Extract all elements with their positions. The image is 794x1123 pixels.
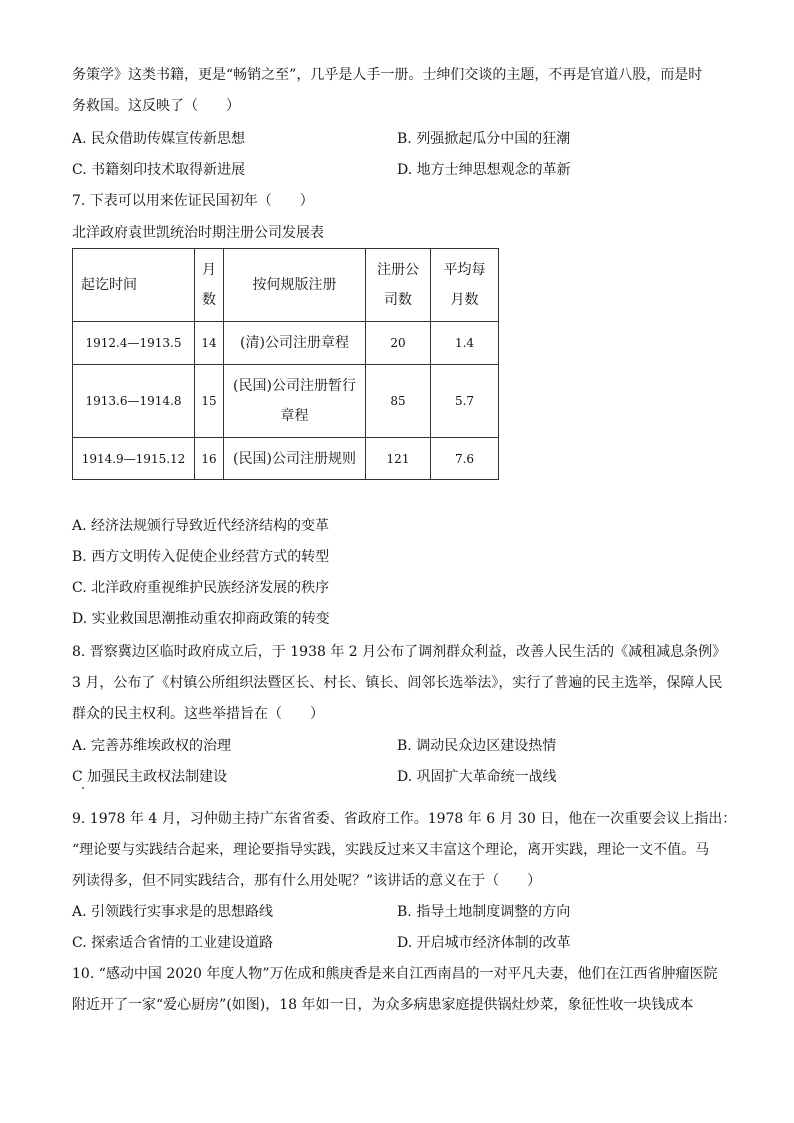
cell-count: 121 [366, 438, 431, 480]
q7-option-b[interactable]: B. 西方文明传入促使企业经营方式的转型 [72, 549, 330, 565]
cell-period: 1912.4—1913.5 [73, 322, 195, 365]
cell-months: 15 [195, 365, 224, 438]
q10-stem-line-1: 10. “感动中国 2020 年度人物”万佐成和熊庚香是来自江西南昌的一对平凡夫妻，他们在江西省肿瘤医院 [72, 966, 718, 982]
q9-stem-line-2: “理论要与实践结合起来，理论要指导实践，实践反过来又丰富这个理论，离开实践，理论一文不值。马 [72, 842, 710, 858]
cell-rule [224, 365, 366, 438]
registration-table [72, 248, 499, 480]
header-avg-line-1: 平均每 [443, 262, 486, 278]
cell-months: 14 [195, 322, 224, 365]
cell-rule-line-1: (民国)公司注册暂行 [233, 378, 356, 394]
q8-stem-line-3: 群众的民主权利。这些举措旨在（ ） [72, 706, 324, 722]
q8-stem-line-2: 3 月，公布了《村镇公所组织法暨区长、村长、镇长、闾邻长选举法》，实行了普遍的民主选举，保障人民 [72, 675, 723, 691]
cell-count: 20 [366, 322, 431, 365]
q6-stem-line-2: 务救国。这反映了（ ） [72, 98, 240, 114]
cell-rule-line-2: 章程 [280, 408, 309, 424]
header-avg [431, 249, 499, 322]
cell-rule: (民国)公司注册规则 [224, 438, 366, 480]
q9-option-c[interactable]: C. 探索适合省情的工业建设道路 [72, 935, 274, 951]
q7-table-title: 北洋政府袁世凯统治时期注册公司发展表 [72, 225, 324, 241]
header-count-line-2: 司数 [384, 292, 412, 308]
header-rule: 按何规版注册 [224, 249, 366, 322]
q7-option-a[interactable]: A. 经济法规颁行导致近代经济结构的变革 [72, 518, 330, 534]
q7-option-d[interactable]: D. 实业救国思潮推动重农抑商政策的转变 [72, 611, 330, 627]
q8-option-c[interactable]: C 加强民主政权法制建设 [72, 769, 228, 785]
q8-option-a[interactable]: A. 完善苏维埃政权的治理 [72, 738, 232, 754]
header-months [195, 249, 224, 322]
table-row [73, 365, 499, 438]
q10-stem-line-2: 附近开了一家“爱心厨房”(如图)，18 年如一日，为众多病患家庭提供锅灶炒菜，象征性收一块钱成本 [72, 997, 694, 1013]
table-row [73, 438, 499, 480]
q6-option-c[interactable]: C. 书籍刻印技术取得新进展 [72, 162, 246, 178]
cell-months: 16 [195, 438, 224, 480]
cell-period: 1913.6—1914.8 [73, 365, 195, 438]
q7-option-c[interactable]: C. 北洋政府重视维护民族经济发展的秩序 [72, 580, 330, 596]
q6-option-b[interactable]: B. 列强掀起瓜分中国的狂潮 [397, 131, 571, 147]
q6-option-d[interactable]: D. 地方士绅思想观念的革新 [397, 162, 571, 178]
q9-option-a[interactable]: A. 引领践行实事求是的思想路线 [72, 904, 274, 920]
cell-period: 1914.9—1915.12 [73, 438, 195, 480]
cell-avg: 7.6 [431, 438, 499, 480]
header-period: 起讫时间 [73, 249, 195, 322]
q9-stem-line-1: 9. 1978 年 4 月，习仲勋主持广东省省委、省政府工作。1978 年 6 月 30 日，他在一次重要会议上指出： [72, 811, 737, 827]
q8-option-b[interactable]: B. 调动民众边区建设热情 [397, 738, 557, 754]
stray-dot [82, 787, 84, 789]
header-avg-line-2: 月数 [450, 292, 479, 308]
header-count-line-1: 注册公 [377, 262, 419, 278]
q6-option-a[interactable]: A. 民众借助传媒宣传新思想 [72, 131, 246, 147]
cell-avg: 1.4 [431, 322, 499, 365]
q9-option-d[interactable]: D. 开启城市经济体制的改革 [397, 935, 571, 951]
q6-stem-line-1: 务策学》这类书籍，更是“畅销之至”，几乎是人手一册。士绅们交谈的主题，不再是官道八股，而是时 [72, 67, 703, 83]
q8-stem-line-1: 8. 晋察冀边区临时政府成立后，于 1938 年 2 月公布了调剂群众利益，改善人民生活的《减租减息条例》 [72, 644, 727, 660]
header-months-line-1: 月 [202, 262, 216, 278]
header-months-line-2: 数 [202, 292, 216, 308]
table-header-row [73, 249, 499, 322]
q7-stem: 7. 下表可以用来佐证民国初年（ ） [72, 193, 314, 209]
table-row [73, 322, 499, 365]
header-count [366, 249, 431, 322]
q9-stem-line-3: 列读得多，但不同实践结合，那有什么用处呢？”该讲话的意义在于（ ） [72, 873, 542, 889]
q8-option-d[interactable]: D. 巩固扩大革命统一战线 [397, 769, 557, 785]
q9-option-b[interactable]: B. 指导土地制度调整的方向 [397, 904, 571, 920]
cell-count: 85 [366, 365, 431, 438]
cell-avg: 5.7 [431, 365, 499, 438]
cell-rule: (清)公司注册章程 [224, 322, 366, 365]
